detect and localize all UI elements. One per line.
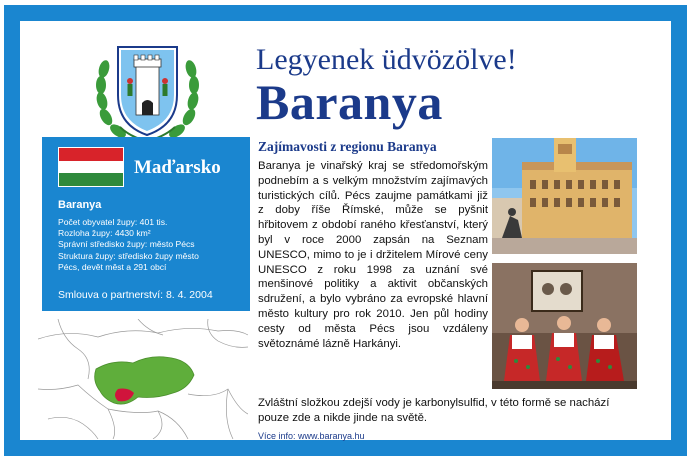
info-box bbox=[42, 137, 250, 311]
info-line-structure-cont: Pécs, devět měst a 291 obcí bbox=[58, 261, 167, 272]
poster-frame bbox=[4, 5, 687, 456]
city-photo bbox=[492, 138, 637, 254]
more-info-link[interactable]: Více info: www.baranya.hu bbox=[258, 431, 365, 441]
info-region-name: Baranya bbox=[58, 199, 102, 211]
hungary-flag-icon bbox=[58, 147, 124, 187]
info-line-population: Počet obyvatel župy: 401 tis. bbox=[58, 217, 168, 227]
coat-of-arms-icon bbox=[90, 37, 205, 147]
info-line-structure: Struktura župy: středisko župy město bbox=[58, 250, 199, 261]
folk-costume-photo bbox=[492, 263, 637, 389]
hungary-map-icon bbox=[38, 319, 248, 439]
article-body: Baranya je vinařský kraj se středomořským podnebím a s velkým množstvím zajímavých turistických cílů. Pécs zaujme památkami již z doby říše Římské, může se pyšnit hřbitovem z období raného křesťanství, který byl v roce 2000 zapsán na Seznam UNESCO, mimo to je i držitelem Mírové ceny UNESCO z roku 1998 za uznání své menšinové politiky a aktivit občanských sdružení, a bylo vybráno za evropské hlavní město kultury pro rok 2010. Jen půl hodiny cesty od města Pécs jsou vzdáleny světoznámé lázně Harkányi. bbox=[258, 160, 488, 350]
poster-panel bbox=[20, 21, 671, 440]
article-body-end: Zvláštní složkou zdejší vody je karbonylsulfid, v této formě se nachází pouze zde a nikde jinde na světě. bbox=[258, 397, 610, 424]
partnership-date: Smlouva o partnerství: 8. 4. 2004 bbox=[58, 289, 213, 301]
region-title: Baranya bbox=[256, 74, 443, 130]
article-subtitle: Zajímavosti z regionu Baranya bbox=[258, 139, 437, 154]
info-facts bbox=[58, 217, 248, 273]
info-line-center: Správní středisko župy: město Pécs bbox=[58, 239, 195, 250]
country-name: Maďarsko bbox=[134, 157, 221, 178]
info-line-area: Rozloha župy: 4430 km² bbox=[58, 228, 151, 239]
greeting-title: Legyenek üdvözölve! bbox=[256, 43, 517, 76]
